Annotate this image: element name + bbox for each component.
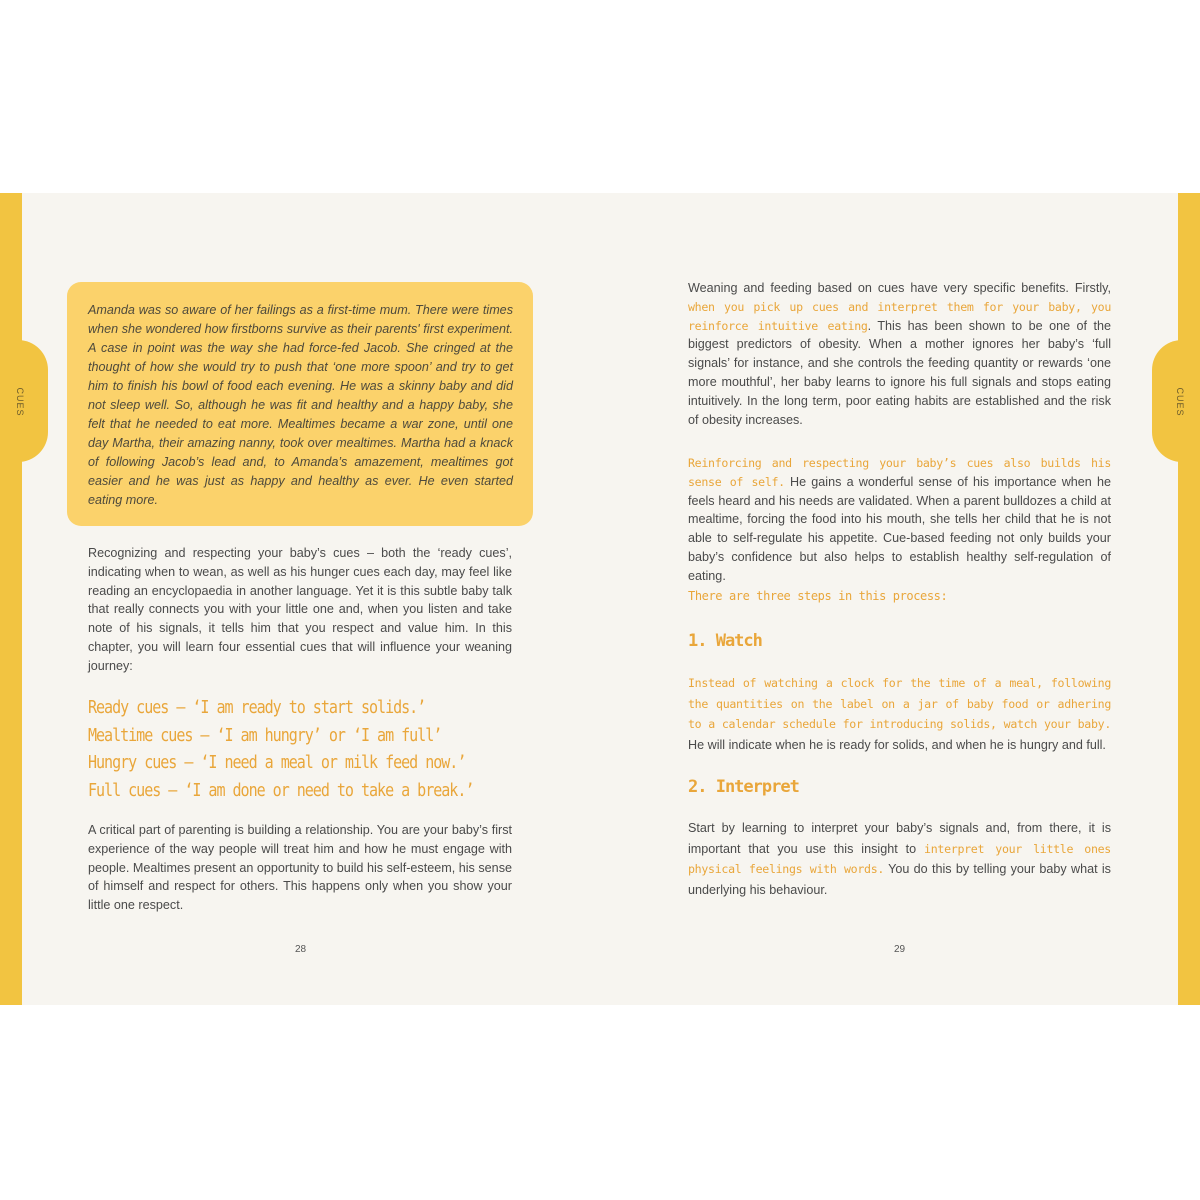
- watch-highlight: Instead of watching a clock for the time of a meal, following the quantities on the label on a jar of baby food or adhering to a calendar schedule for introducing solids, watch your baby.: [688, 676, 1111, 731]
- story-text: Amanda was so aware of her failings as a first-time mum. There were times when she wondered how firstborns survive as their parents' first experiment. A case in point was the way she had force-fed Jacob. She cringed at the thought of how she would try to push that ‘one more spoon’ and try to get him to finish his bowl of food each evening. He was a skinny baby and did not sleep well. So, although he was fit and healthy and a happy baby, she felt that he needed to eat more. Mealtimes became a war zone, until one day Martha, their amazing nanny, took over mealtimes. Martha had a knack of following Jacob’s lead and, to Amanda’s amazement, mealtimes got easier and he was just as happy and healthy as ever. He even started eating more.: [88, 303, 513, 507]
- sense-of-self-highlight: Reinforcing and respecting your baby’s cues also builds his sense of self.: [688, 456, 1111, 489]
- benefits-paragraph: [688, 279, 1111, 429]
- benefits-text-a: Weaning and feeding based on cues have very specific benefits. Firstly,: [688, 281, 1111, 295]
- cue-item-full: Full cues – ‘I am done or need to take a break.’: [88, 780, 474, 801]
- heading-watch: 1. Watch: [688, 631, 762, 651]
- page-number-right: 29: [894, 944, 906, 955]
- right-chapter-tab-label: CUES: [1175, 387, 1185, 417]
- cue-item-ready: Ready cues – ‘I am ready to start solids.’: [88, 698, 426, 718]
- watch-text: He will indicate when he is ready for solids, and when he is hungry and full.: [688, 737, 1106, 752]
- interpret-highlight: interpret your little ones physical feelings with words.: [688, 841, 1111, 876]
- story-box: [67, 282, 533, 526]
- page-number-left: 28: [295, 944, 307, 955]
- cue-item-mealtime: Mealtime cues – ‘I am hungry’ or ‘I am full’: [88, 725, 442, 746]
- cues-list: [88, 695, 536, 805]
- left-chapter-tab-label: CUES: [15, 387, 25, 417]
- sense-of-self-paragraph: [688, 454, 1111, 586]
- left-page-edge: [0, 193, 22, 1005]
- interpret-text-a: Start by learning to interpret your baby’s signals and, from there, it is important that you use this insight to: [688, 821, 1111, 856]
- intro-paragraph: Recognizing and respecting your baby’s cues – both the ‘ready cues’, indicating when to wean, as well as his hunger cues each day, may feel like reading an encyclopaedia in another language. Yet it is this subtle baby talk that really connects you with your little one and, when you listen and take note of his signals, it tells him that you respect and value him. In this chapter, you will learn four essential cues that will influence your weaning journey:: [88, 546, 512, 673]
- heading-interpret: 2. Interpret: [688, 777, 799, 797]
- benefits-highlight: when you pick up cues and interpret them for your baby, you reinforce intuitive eating: [688, 299, 1111, 333]
- interpret-paragraph: [688, 818, 1111, 900]
- interpret-text-b: You do this by telling your baby what is underlying his behaviour.: [688, 862, 1111, 897]
- watch-paragraph: [688, 673, 1111, 755]
- right-page-edge: [1178, 193, 1200, 1005]
- steps-intro: There are three steps in this process:: [688, 589, 948, 603]
- relationship-paragraph: A critical part of parenting is building a relationship. You are your baby’s first experience of the way people will treat him and how he must engage with people. Mealtimes present an opportunity to build his self-esteem, his sense of himself and respect for others. This happens only when you show your little one respect.: [88, 823, 512, 913]
- benefits-text-b: . This has been shown to be one of the biggest predictors of obesity. When a mother ignores her baby’s ‘full signals’ for instance, and she controls the feeding quantity or rewards ‘one more mouthful’, her baby learns to ignore his full signals and stops eating intuitively. In the long term, poor eating habits are established and the risk of obesity increases.: [688, 318, 1111, 427]
- sense-of-self-text: He gains a wonderful sense of his importance when he feels heard and his needs are validated. When a parent bulldozes a child at mealtime, forcing the food into his mouth, she tells her child that he is not able to self-regulate his appetite. Cue-based feeding not only builds your baby’s confidence but also helps to establish healthy self-regulation of eating.: [688, 474, 1111, 583]
- cue-item-hungry: Hungry cues – ‘I need a meal or milk feed now.’: [88, 753, 466, 774]
